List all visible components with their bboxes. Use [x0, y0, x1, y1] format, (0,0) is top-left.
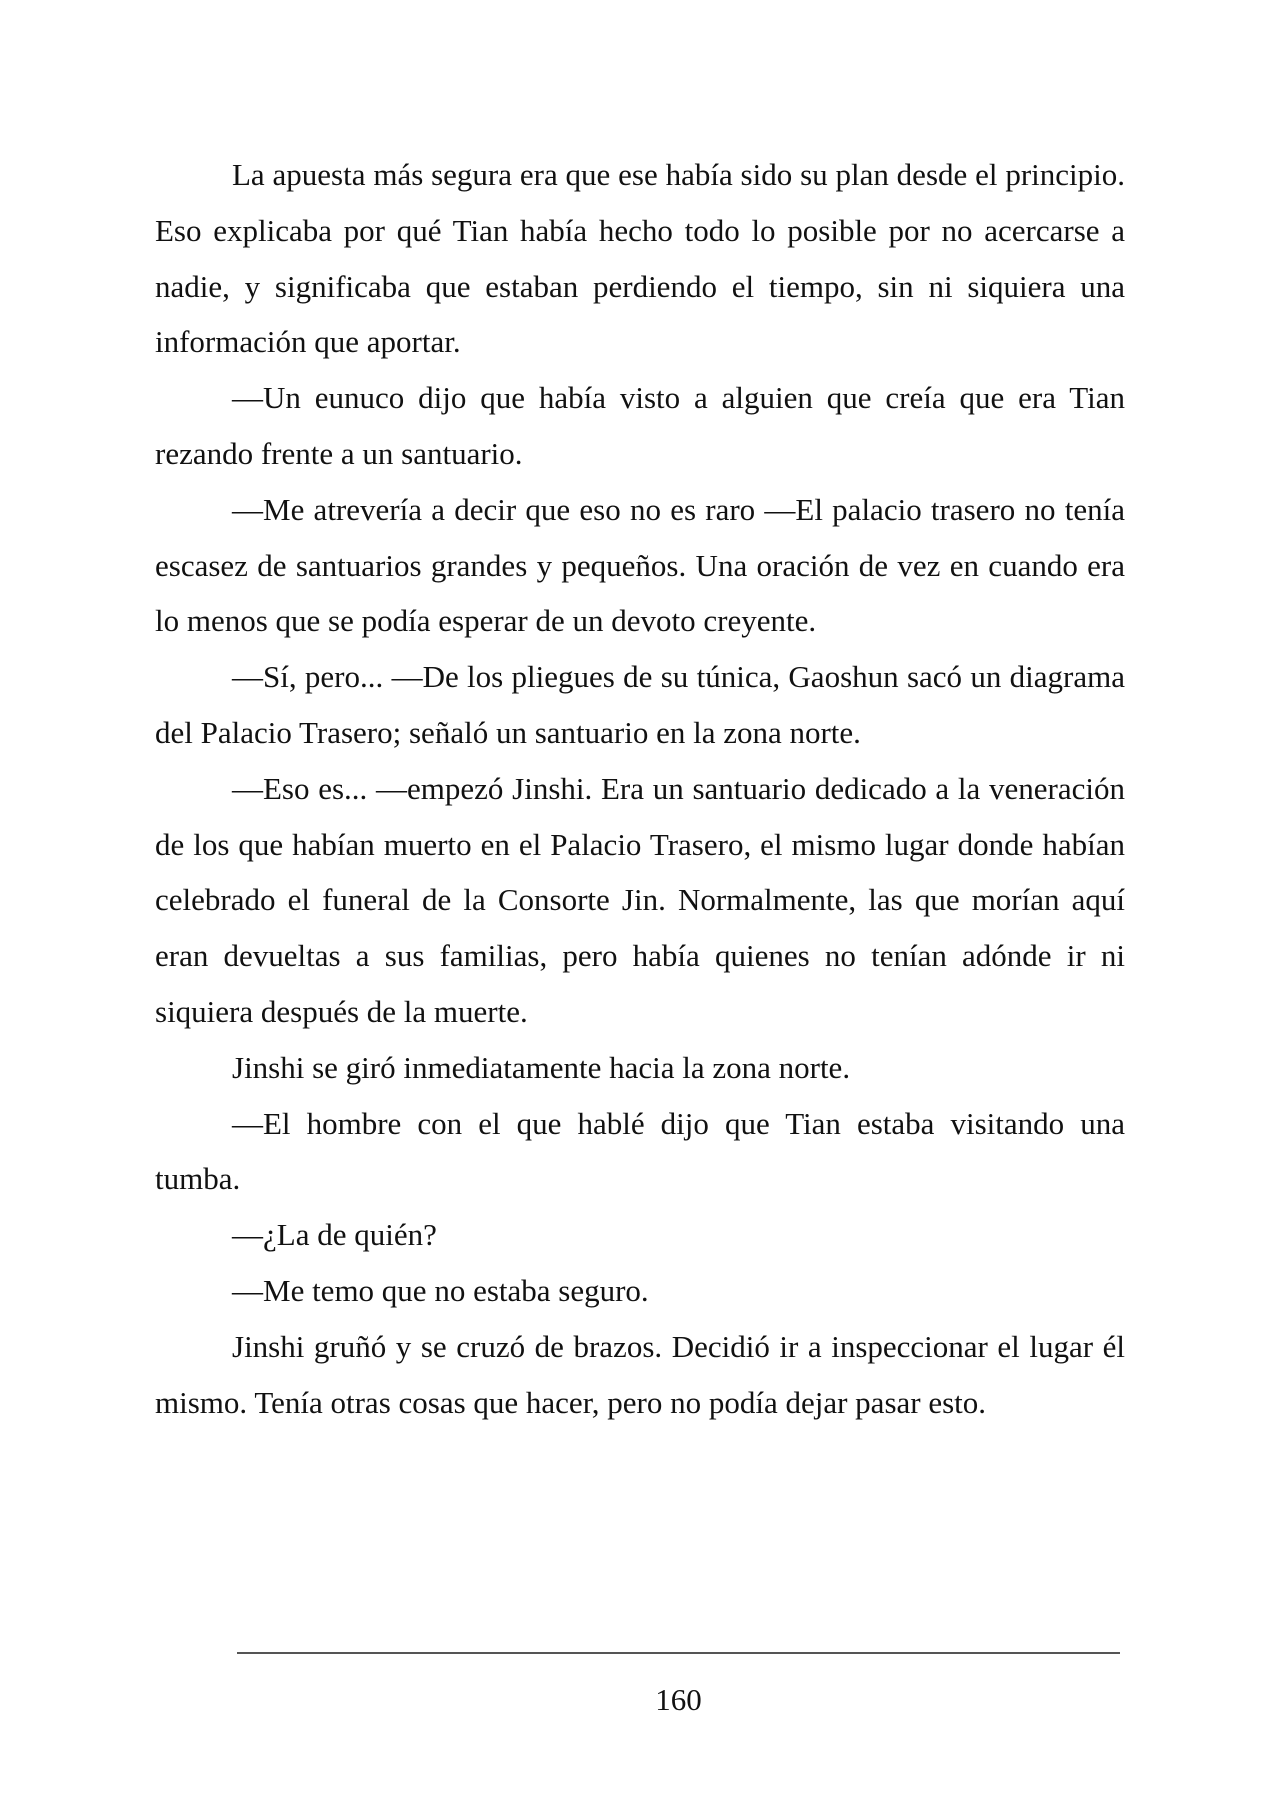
paragraph: —Me atrevería a decir que eso no es raro —El palacio trasero no tenía escasez de santuarios grandes y pequeños. Una oración de vez en cuando era lo menos que se podía esperar de un devoto creyente. — [155, 491, 1125, 639]
paragraph: —Me temo que no estaba seguro. — [232, 1272, 649, 1308]
paragraph: —Sí, pero... —De los pliegues de su túnica, Gaoshun sacó un diagrama del Palacio Trasero; señaló un santuario en la zona norte. — [155, 659, 1125, 750]
paragraph: —El hombre con el que hablé dijo que Tian estaba visitando una tumba. — [155, 1105, 1125, 1197]
footer-divider — [237, 1652, 1120, 1654]
paragraph: —Un eunuco dijo que había visto a alguien que creía que era Tian rezando frente a un santuario. — [155, 380, 1125, 471]
body-text — [155, 147, 1125, 1430]
paragraph: La apuesta más segura era que ese había sido su plan desde el principio. Eso explicaba por qué Tian había hecho todo lo posible por no acercarse a nadie, y significaba que estaban perdiendo el tiempo, sin ni siquiera una información que aportar. — [155, 157, 1125, 360]
paragraph: Jinshi gruñó y se cruzó de brazos. Decidió ir a inspeccionar el lugar él mismo. Tenía otras cosas que hacer, pero no podía dejar pasar esto. — [155, 1328, 1125, 1420]
paragraph: —¿La de quién? — [232, 1217, 437, 1253]
paragraph: —Eso es... —empezó Jinshi. Era un santuario dedicado a la veneración de los que habían muerto en el Palacio Trasero, el mismo lugar donde habían celebrado el funeral de la Consorte Jin. Normalmente, las que morían aquí eran devueltas a sus familias, pero había quienes no tenían adónde ir ni siquiera después de la muerte. — [155, 770, 1125, 1029]
page-number: 160 — [655, 1682, 702, 1717]
paragraph: Jinshi se giró inmediatamente hacia la zona norte. — [232, 1049, 851, 1085]
